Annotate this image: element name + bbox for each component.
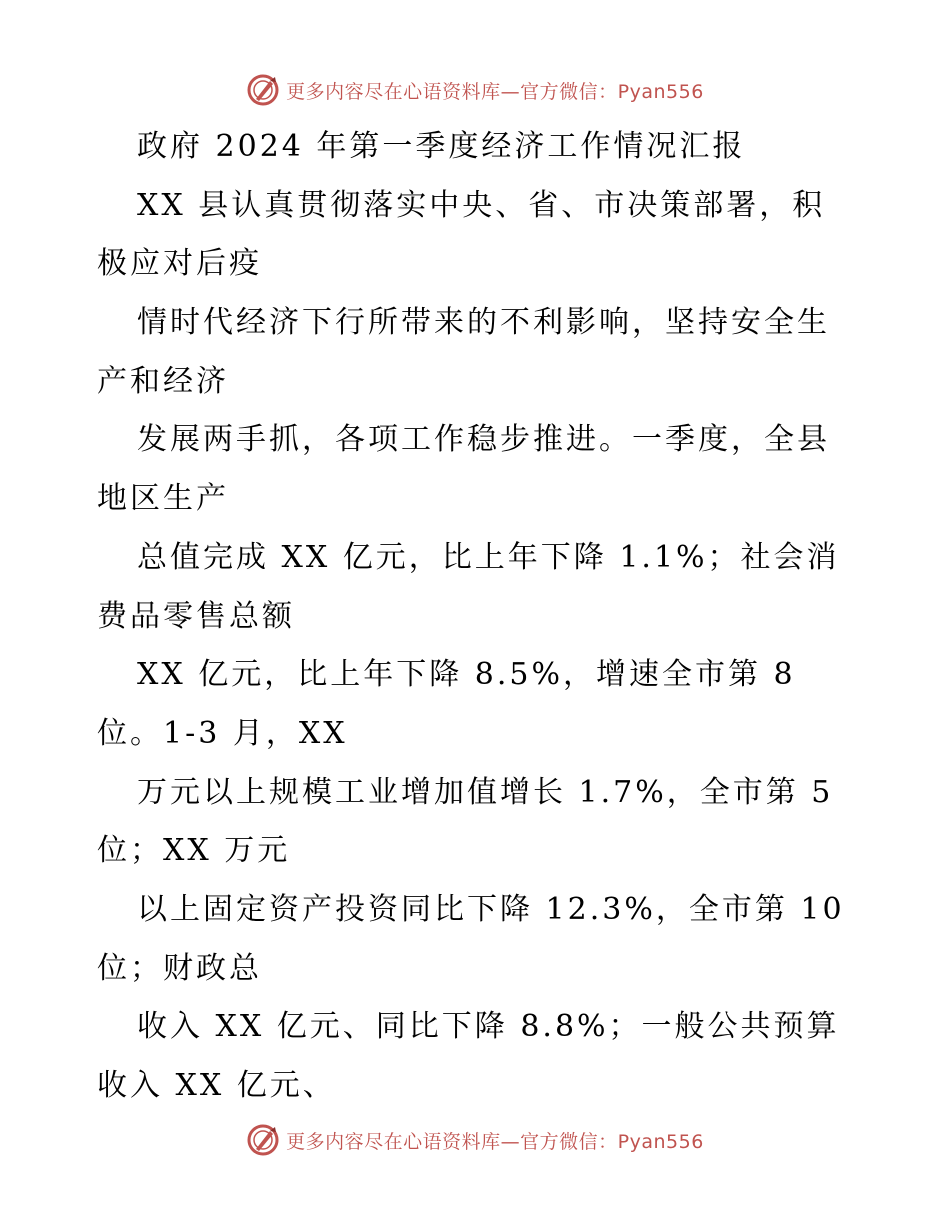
watermark-text: 更多内容尽在心语资料库—官方微信：Pyan556 [286, 80, 704, 103]
paragraph-line: XX 亿元，比上年下降 8.5%，增速全市第 8 [137, 657, 796, 693]
paragraph-line: 收入 XX 亿元、 [97, 1068, 336, 1103]
paragraph-line: 位；XX 万元 [97, 833, 291, 869]
watermark-text: 更多内容尽在心语资料库—官方微信：Pyan556 [286, 1130, 704, 1153]
paragraph-line: 总值完成 XX 亿元，比上年下降 1.1%；社会消 [137, 539, 840, 575]
paragraph-line: 极应对后疫 [97, 246, 262, 282]
document-title: 政府 2024 年第一季度经济工作情况汇报 [137, 129, 746, 164]
paragraph-line: 情时代经济下行所带来的不利影响，坚持安全生 [137, 305, 830, 341]
paragraph-line: 位。1-3 月，XX [97, 715, 348, 751]
paragraph-line: 发展两手抓，各项工作稳步推进。一季度，全县 [137, 422, 830, 458]
paragraph-line: 万元以上规模工业增加值增长 1.7%，全市第 5 [137, 774, 834, 810]
paragraph-line: XX 县认真贯彻落实中央、省、市决策部署，积 [137, 187, 826, 223]
paragraph-line: 位；财政总 [97, 950, 262, 986]
paragraph-line: 以上固定资产投资同比下降 12.3%，全市第 10 [137, 891, 845, 927]
paragraph-line: 费品零售总额 [97, 598, 295, 634]
document-body [97, 118, 857, 1116]
paragraph-line: 产和经济 [97, 363, 229, 399]
paragraph-line: 收入 XX 亿元、同比下降 8.8%；一般公共预算 [137, 1009, 840, 1045]
quill-pen-circle-icon [246, 1123, 280, 1157]
header-watermark [0, 70, 950, 110]
footer-watermark [0, 1120, 950, 1160]
quill-pen-circle-icon [246, 73, 280, 107]
paragraph-line: 地区生产 [97, 481, 229, 517]
